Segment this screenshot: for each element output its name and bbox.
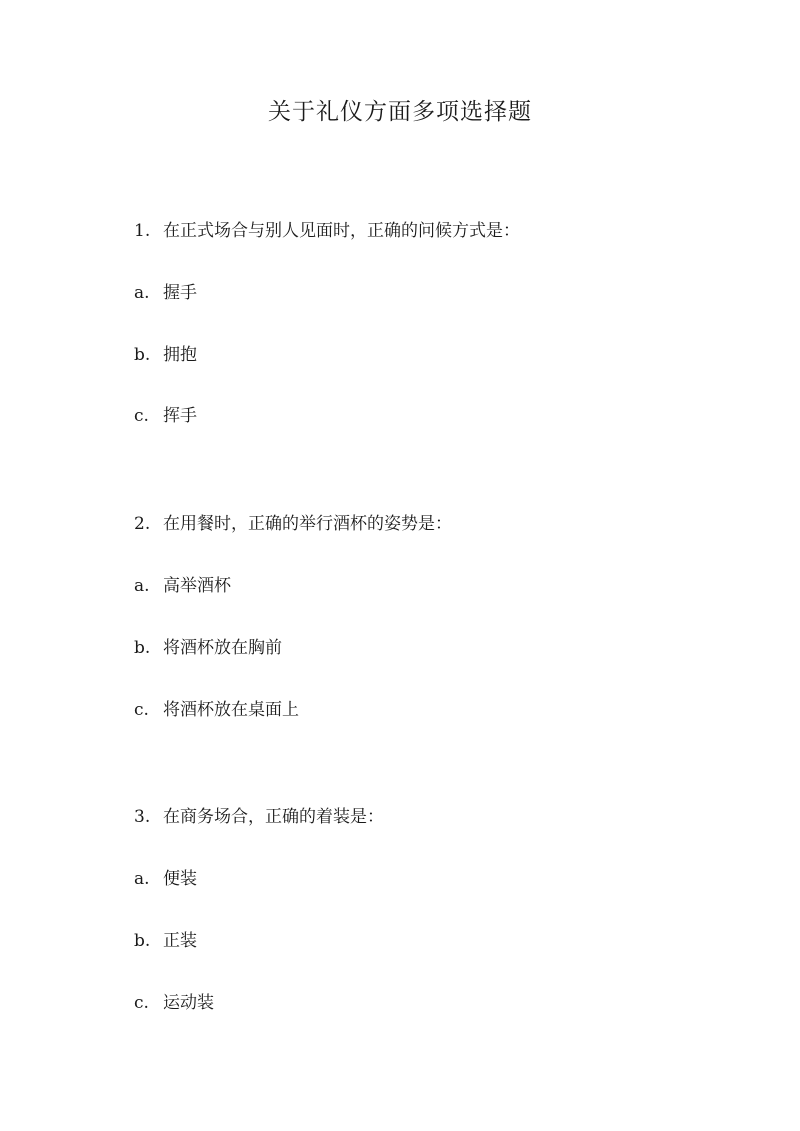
option-text: 拥抱 [163, 345, 197, 365]
option-letter: c. [134, 406, 149, 426]
option-text: 运动装 [163, 993, 214, 1013]
option-text: 将酒杯放在胸前 [163, 638, 282, 658]
question-number: 3. [134, 807, 151, 827]
option-text: 高举酒杯 [163, 576, 231, 596]
option-letter: c. [134, 993, 149, 1013]
option-letter: a. [134, 283, 150, 303]
option-letter: c. [134, 700, 149, 720]
option-text: 正装 [163, 931, 197, 951]
question-text: 在商务场合，正确的着装是： [163, 807, 384, 827]
document-title: 关于礼仪方面多项选择题 [268, 99, 532, 125]
question-3 [134, 802, 384, 832]
option-3a [134, 864, 197, 894]
question-2 [134, 509, 452, 539]
option-text: 便装 [163, 869, 197, 889]
option-text: 握手 [163, 283, 197, 303]
question-1 [134, 216, 520, 246]
option-1b [134, 340, 197, 370]
option-letter: b. [134, 345, 151, 365]
option-1c [134, 401, 197, 431]
option-letter: b. [134, 638, 151, 658]
question-text: 在正式场合与别人见面时，正确的问候方式是： [163, 221, 520, 241]
option-2b [134, 633, 282, 663]
option-1a [134, 278, 197, 308]
option-2c [134, 695, 299, 725]
option-text: 挥手 [163, 406, 197, 426]
option-letter: b. [134, 931, 151, 951]
question-text: 在用餐时，正确的举行酒杯的姿势是： [163, 514, 452, 534]
option-letter: a. [134, 869, 150, 889]
option-text: 将酒杯放在桌面上 [163, 700, 299, 720]
question-number: 1. [134, 221, 151, 241]
option-2a [134, 571, 231, 601]
option-letter: a. [134, 576, 150, 596]
option-3c [134, 988, 214, 1018]
option-3b [134, 926, 197, 956]
question-number: 2. [134, 514, 151, 534]
